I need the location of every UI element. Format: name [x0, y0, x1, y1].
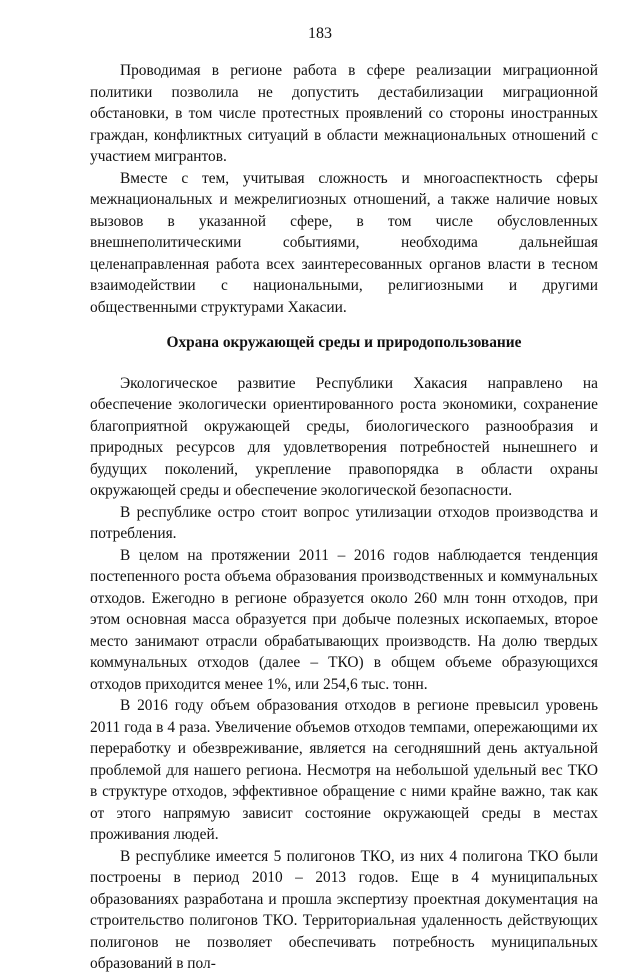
- page-number: 183: [308, 25, 332, 42]
- paragraph-ecological-development: Экологическое развитие Республики Хакасия направлено на обеспечение экологически ориентированного роста экономики, сохранение благоприятной окружающей среды, биологического разнообразия и природных ресурсов для удовлетворения потребностей нынешнего и будущих поколений, укрепление правопорядка в области охраны окружающей среды и обеспечение экологической безопасности.: [90, 374, 598, 499]
- paragraph-waste-volume-2016: В 2016 году объем образования отходов в регионе превысил уровень 2011 года в 4 раза. Увеличение объемов отходов темпами, опережающими их переработку и обезвреживание, является на сегодняшний день актуальной проблемой для нашего региона. Несмотря на небольшой удельный вес ТКО в структуре отходов, эффективное обращение с ними крайне важно, так как от этого напрямую зависит состояние окружающей среды в местах проживания людей.: [90, 697, 598, 843]
- environment-section: [90, 332, 598, 975]
- paragraph-landfills: В республике имеется 5 полигонов ТКО, из них 4 полигона ТКО были построены в период 2010 – 2013 годов. Еще в 4 муниципальных образованиях разработана и прошла экспертизу проектная документация на строительство полигонов ТКО. Территориальная удаленность действующих полигонов не позволяет обеспечивать потребность муниципальных образований в пол-: [90, 847, 598, 972]
- paragraph-waste-utilization: В республике остро стоит вопрос утилизации отходов производства и потребления.: [90, 503, 598, 542]
- paragraph-migration-results: Проводимая в регионе работа в сфере реализации миграционной политики позволила не допустить дестабилизации миграционной обстановки, в том числе протестных проявлений со стороны иностранных граждан, конфликтных ситуаций в области межнациональных отношений с участием мигрантов.: [90, 62, 598, 165]
- section-heading: Охрана окружающей среды и природопользование: [166, 334, 522, 351]
- paragraph-waste-growth-trend: В целом на протяжении 2011 – 2016 годов наблюдается тенденция постепенного роста объема образования производственных и коммунальных отходов. Ежегодно в регионе образуется около 260 млн тонн отходов, при этом основная масса образуется при добыче полезных ископаемых, второе место занимают отрасли обрабатывающих производств. На долю твердых коммунальных отходов (далее – ТКО) в общем объеме образующихся отходов приходится менее 1%, или 254,6 тыс. тонн.: [90, 546, 598, 693]
- document-body: [90, 60, 598, 975]
- paragraph-interethnic-relations: Вместе с тем, учитывая сложность и многоаспектность сферы межнациональных и межрелигиозных отношений, а также наличие новых вызовов в указанной сфере, в том числе обусловленных внешнеполитическими событиями, необходима дальнейшая целенаправленная работа всех заинтересованных органов власти в тесном взаимодействии с национальными, религиозными и другими общественными структурами Хакасии.: [90, 169, 598, 316]
- migration-policy-section: [90, 60, 598, 318]
